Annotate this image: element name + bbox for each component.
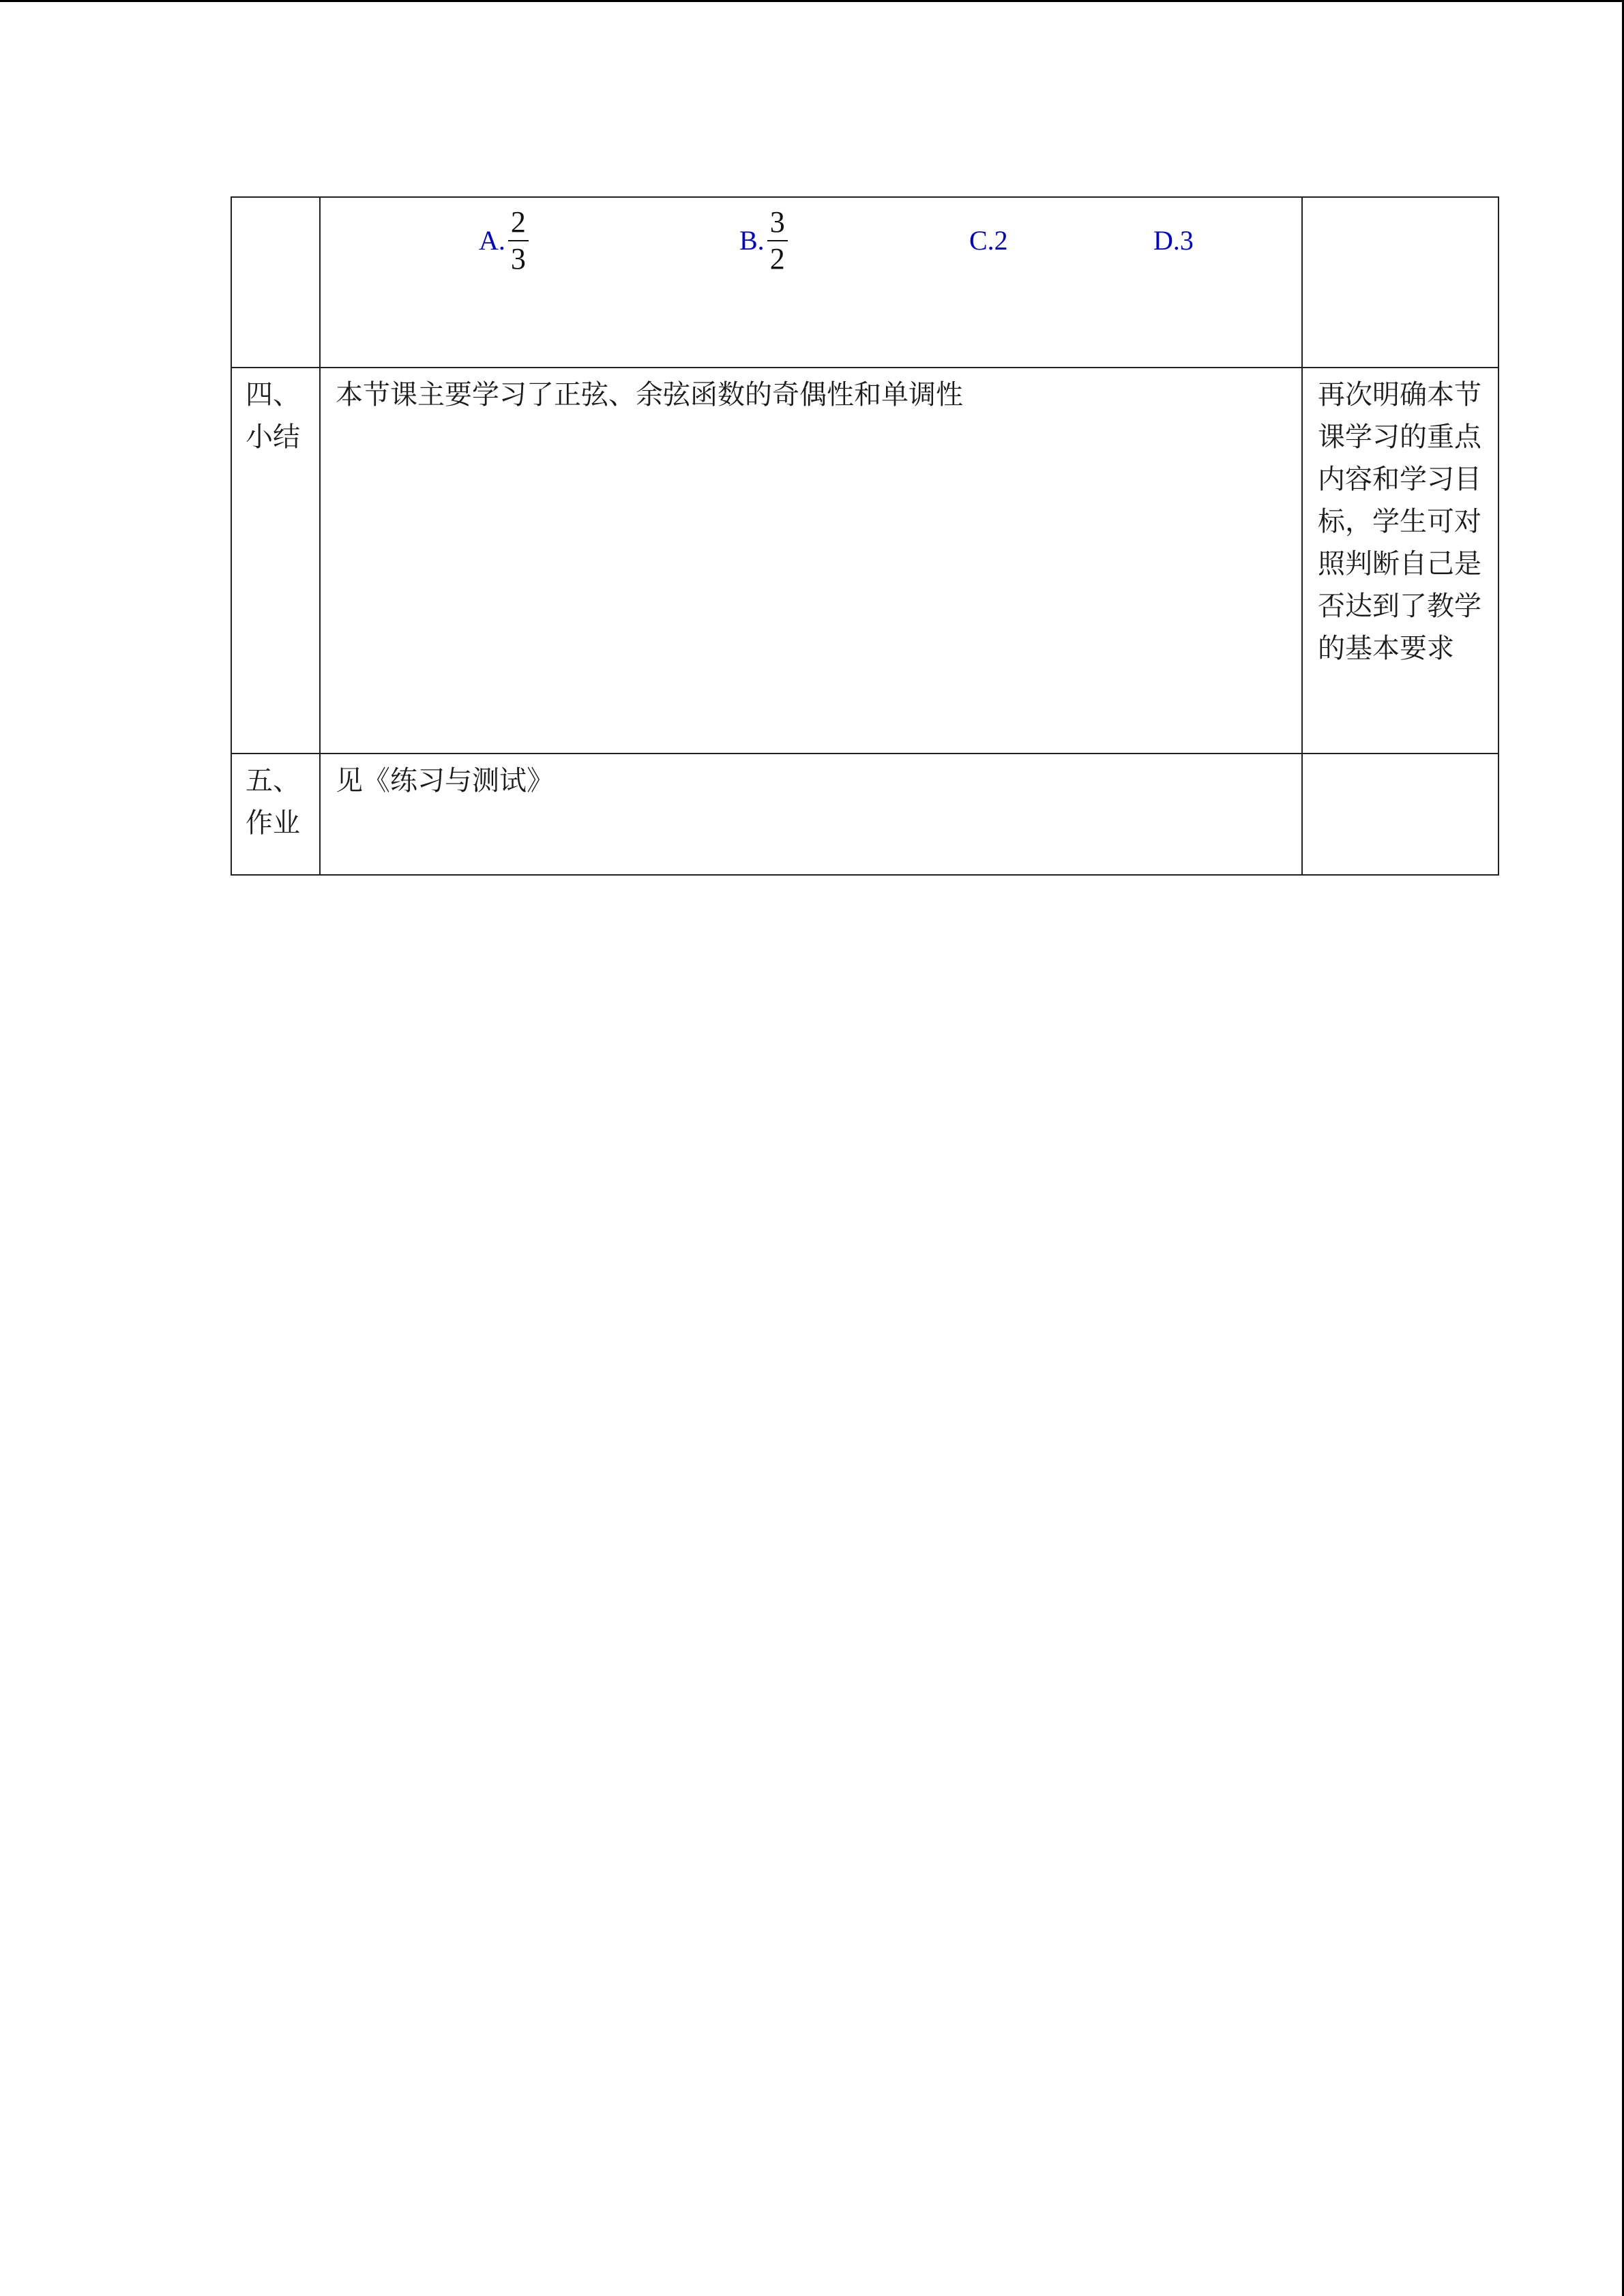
summary-content-cell (320, 368, 1302, 754)
option-d (1153, 203, 1194, 278)
option-b-label: B. (739, 225, 765, 256)
stage-summary-line2: 小结 (246, 421, 300, 453)
homework-note-cell (1302, 754, 1498, 875)
homework-content-cell (320, 754, 1302, 875)
lesson-plan-table (231, 196, 1499, 876)
option-c (969, 203, 1008, 278)
stage-cell-homework (231, 754, 320, 875)
stage-summary-line1: 四、 (246, 379, 300, 411)
note-cell-empty (1302, 197, 1498, 368)
summary-content: 本节课主要学习了正弦、余弦函数的奇偶性和单调性 (336, 379, 963, 411)
option-b-fraction (767, 206, 788, 275)
stage-homework-line2: 作业 (246, 807, 300, 839)
page-top-rule (0, 0, 1624, 2)
summary-note-cell (1302, 368, 1498, 754)
option-b-numerator: 3 (767, 206, 788, 241)
homework-content: 见《练习与测试》 (336, 765, 554, 796)
option-b-denominator: 2 (769, 242, 785, 275)
table-row-options (231, 197, 1498, 368)
option-b (739, 203, 788, 278)
option-a-denominator: 3 (510, 242, 526, 275)
option-a-fraction (508, 206, 529, 275)
summary-note: 再次明确本节课学习的重点内容和学习目标，学生可对照判断自己是否达到了教学的基本要求 (1318, 379, 1481, 664)
stage-homework-line1: 五、 (246, 765, 300, 796)
stage-cell-empty (231, 197, 320, 368)
option-a-label: A. (479, 225, 505, 256)
homework-note (1303, 754, 1498, 760)
stage-cell-summary (231, 368, 320, 754)
table-row-homework (231, 754, 1498, 875)
options-cell (320, 197, 1302, 368)
option-a-numerator: 2 (508, 206, 529, 241)
answer-options (321, 198, 1301, 367)
option-a (479, 203, 529, 278)
option-c-label: C.2 (969, 225, 1008, 256)
table-row-summary (231, 368, 1498, 754)
option-d-label: D.3 (1153, 225, 1194, 256)
